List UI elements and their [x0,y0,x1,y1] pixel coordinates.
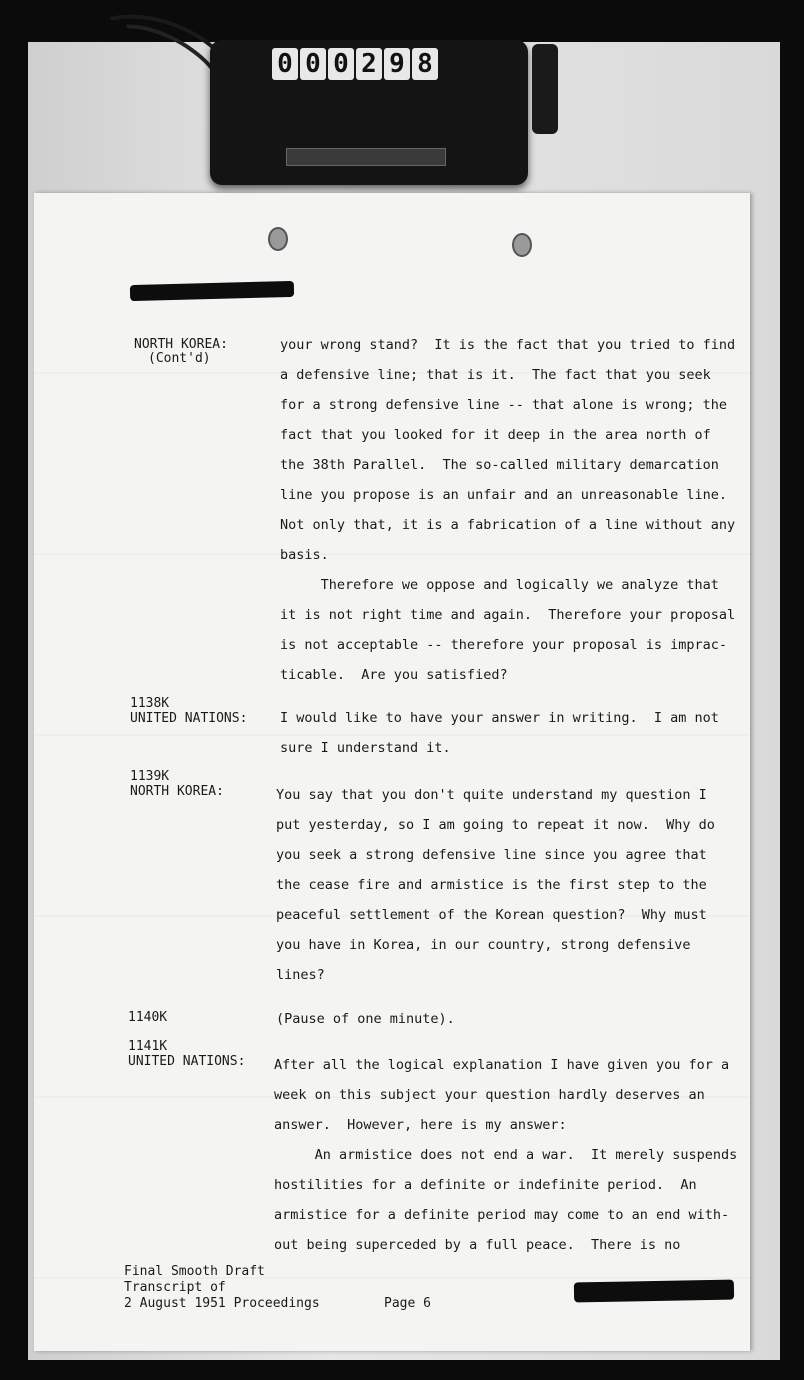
punch-hole [268,227,288,251]
text-line: An armistice does not end a war. It merely suspends [274,1147,738,1163]
timestamp: 1138K [130,696,170,711]
counter-label-plate [286,148,446,166]
text-line: the 38th Parallel. The so-called military demarcation [280,457,719,473]
text-line: for a strong defensive line -- that alone is wrong; the [280,397,728,413]
redaction-mark-top [130,281,294,301]
text-line: basis. [280,547,329,563]
timestamp: 1139K [130,769,170,784]
text-line: line you propose is an unfair and an unreasonable line. [280,487,728,503]
speaker-label: NORTH KOREA: [134,337,228,352]
counter-digit: 0 [272,48,298,80]
text-line: peaceful settlement of the Korean question? Why must [276,907,707,923]
text-line: your wrong stand? It is the fact that you tried to find [280,337,736,353]
counter-digit: 8 [412,48,438,80]
footer-draft-label: Final Smooth Draft [124,1264,265,1279]
text-line: the cease fire and armistice is the first step to the [276,877,707,893]
text-line: you have in Korea, in our country, strong defensive [276,937,691,953]
text-line: Not only that, it is a fabrication of a line without any [280,517,736,533]
text-line: is not acceptable -- therefore your proposal is imprac- [280,637,728,653]
speaker-label: NORTH KOREA: [130,784,224,799]
counter-digit: 0 [328,48,354,80]
speaker-continued: (Cont'd) [148,351,211,366]
speaker-label: UNITED NATIONS: [128,1054,246,1069]
text-line: sure I understand it. [280,740,451,756]
document-page [34,193,750,1351]
footer-transcript-label: Transcript of [124,1280,226,1295]
counter-knob [532,44,558,134]
text-line: (Pause of one minute). [276,1011,455,1027]
text-line: a defensive line; that is it. The fact that you seek [280,367,711,383]
frame-counter-digits [272,48,438,82]
text-line: You say that you don't quite understand my question I [276,787,707,803]
text-line: out being superceded by a full peace. There is no [274,1237,681,1253]
text-line: lines? [276,967,325,983]
text-line: put yesterday, so I am going to repeat it now. Why do [276,817,715,833]
text-line: I would like to have your answer in writing. I am not [280,710,719,726]
redaction-mark-bottom [574,1280,734,1303]
text-line: you seek a strong defensive line since you agree that [276,847,707,863]
text-line: ticable. Are you satisfied? [280,667,508,683]
text-line: answer. However, here is my answer: [274,1117,567,1133]
text-line: fact that you looked for it deep in the area north of [280,427,711,443]
footer-proceedings-date: 2 August 1951 Proceedings [124,1296,320,1311]
counter-digit: 2 [356,48,382,80]
speaker-label: UNITED NATIONS: [130,711,248,726]
timestamp: 1140K [128,1010,168,1025]
text-line: hostilities for a definite or indefinite period. An [274,1177,697,1193]
punch-hole [512,233,532,257]
counter-digit: 9 [384,48,410,80]
timestamp: 1141K [128,1039,168,1054]
text-line: week on this subject your question hardly deserves an [274,1087,705,1103]
text-line: Therefore we oppose and logically we analyze that [280,577,719,593]
text-line: After all the logical explanation I have given you for a [274,1057,730,1073]
text-line: it is not right time and again. Therefore your proposal [280,607,736,623]
text-line: armistice for a definite period may come to an end with- [274,1207,730,1223]
page-number: Page 6 [384,1296,431,1311]
counter-digit: 0 [300,48,326,80]
